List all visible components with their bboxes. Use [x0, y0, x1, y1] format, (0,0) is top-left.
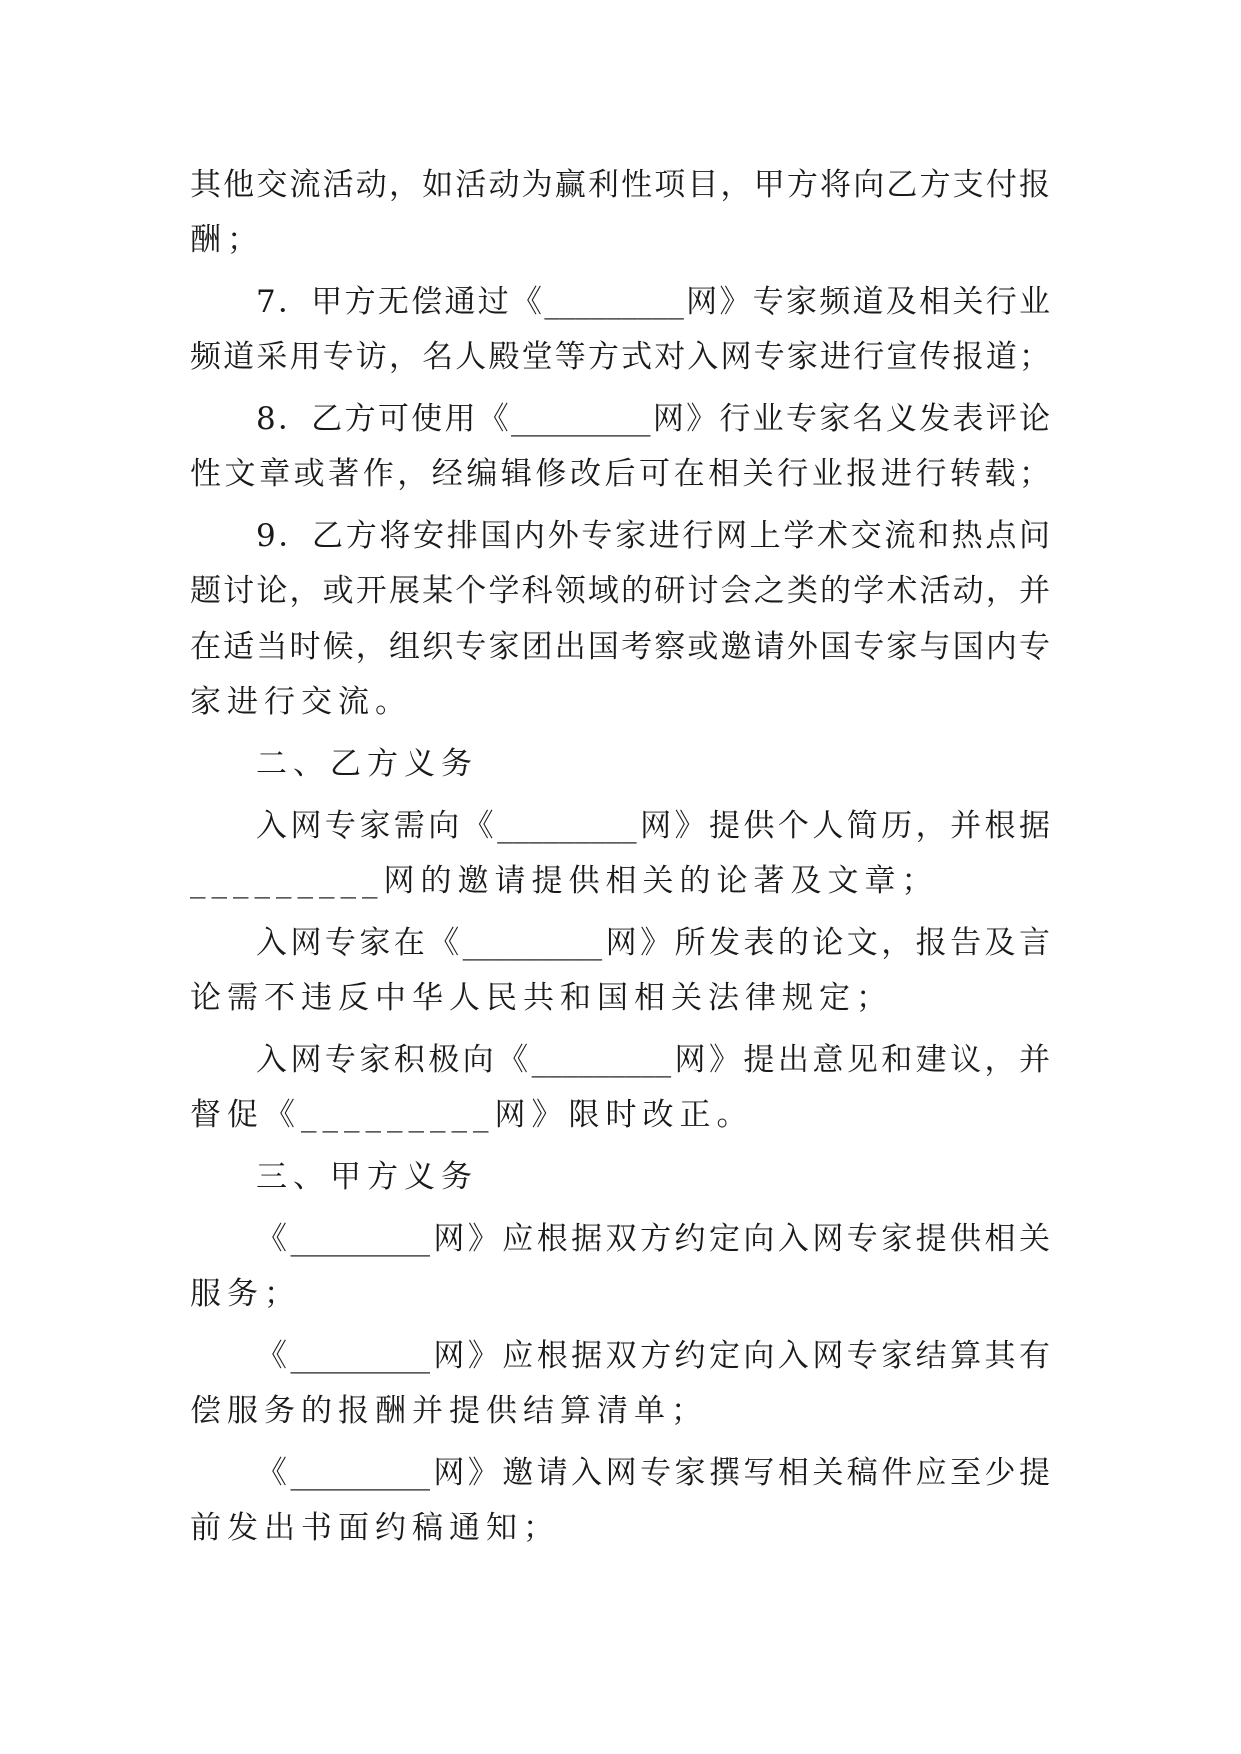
text-line: 酬；	[190, 222, 264, 258]
paragraph-line: 《_________网》应根据双方约定向入网专家结算其有	[256, 1338, 1050, 1374]
text-line: 家进行交流。	[190, 684, 412, 720]
text-line: 督促《_________网》限时改正。	[190, 1097, 754, 1133]
paragraph-line: 《_________网》应根据双方约定向入网专家提供相关	[256, 1221, 1050, 1257]
paragraph-line: 《_________网》邀请入网专家撰写相关稿件应至少提	[256, 1455, 1050, 1491]
text-line: 在适当时候，组织专家团出国考察或邀请外国专家与国内专	[190, 629, 1050, 665]
text-line: 论需不违反中华人民共和国相关法律规定；	[190, 980, 893, 1016]
paragraph-line: 入网专家需向《_________网》提供个人简历，并根据	[256, 808, 1050, 844]
section-heading-3: 三、甲方义务	[256, 1159, 478, 1195]
text-line: 性文章或著作，经编辑修改后可在相关行业报进行转载；	[190, 456, 1050, 492]
list-item-7: 7．甲方无偿通过《_________网》专家频道及相关行业	[256, 284, 1050, 320]
paragraph-line: 入网专家积极向《_________网》提出意见和建议，并	[256, 1042, 1050, 1078]
text-line: 偿服务的报酬并提供结算清单；	[190, 1393, 708, 1429]
paragraph-line: 入网专家在《_________网》所发表的论文，报告及言	[256, 925, 1050, 961]
text-line: _________网的邀请提供相关的论著及文章；	[190, 863, 939, 899]
text-line: 其他交流活动，如活动为赢利性项目，甲方将向乙方支付报	[190, 167, 1050, 203]
text-line: 服务；	[190, 1276, 301, 1312]
text-line: 前发出书面约稿通知；	[190, 1510, 560, 1546]
list-item-8: 8．乙方可使用《_________网》行业专家名义发表评论	[256, 401, 1050, 437]
list-item-9: 9．乙方将安排国内外专家进行网上学术交流和热点问	[256, 518, 1050, 554]
text-line: 频道采用专访，名人殿堂等方式对入网专家进行宣传报道；	[190, 339, 1050, 375]
text-line: 题讨论，或开展某个学科领域的研讨会之类的学术活动，并	[190, 573, 1050, 609]
section-heading-2: 二、乙方义务	[256, 746, 478, 782]
